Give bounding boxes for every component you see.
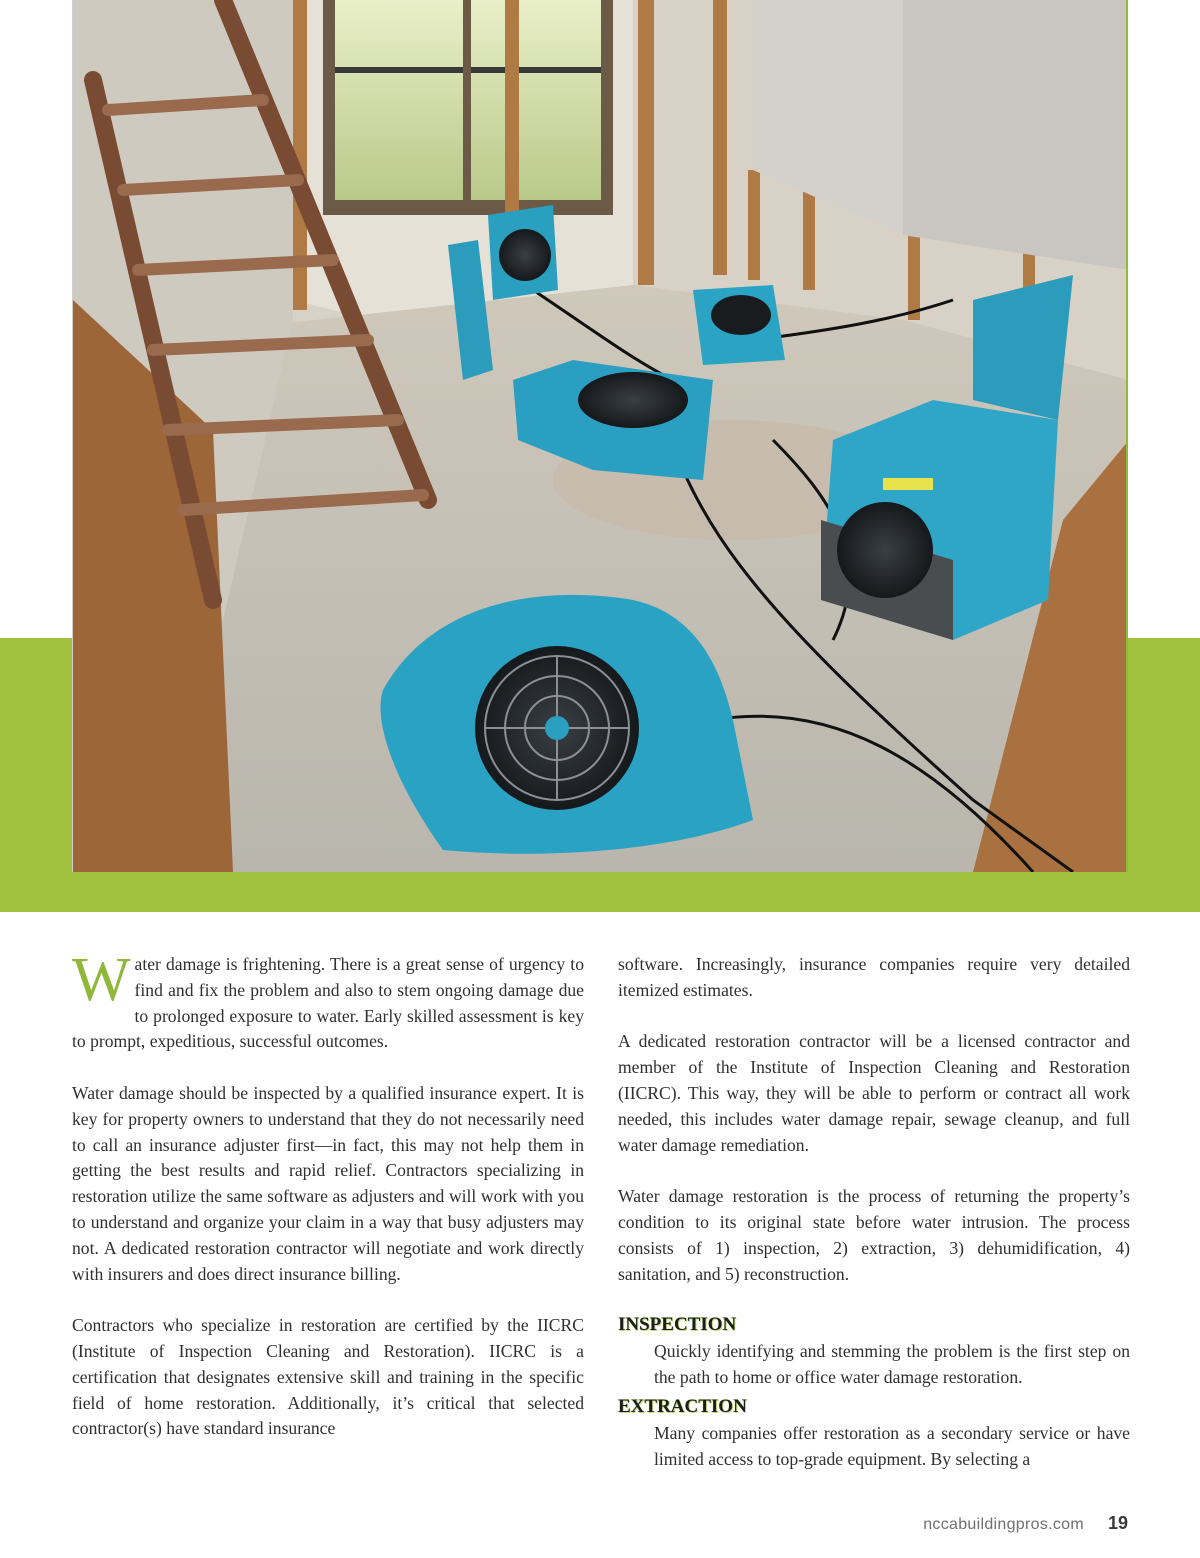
- website-link[interactable]: nccabuildingpros.com: [923, 1516, 1084, 1533]
- paragraph-process: Water damage restoration is the process of returning the property’s condition to its original state before water intrusion. The process consists of 1) inspection, 2) extraction, 3) dehumidification, 4) sanitation, and 5) reconstruction.: [618, 1186, 1130, 1284]
- page-number: 19: [1107, 1513, 1128, 1533]
- article-photo: [72, 0, 1128, 872]
- heading-inspection: INSPECTION: [618, 1314, 737, 1336]
- drop-cap: W: [72, 946, 131, 1014]
- heading-extraction: EXTRACTION: [618, 1395, 747, 1417]
- restoration-equipment-photo: [73, 0, 1128, 872]
- inspection-text: Quickly identifying and stemming the problem is the first step on the path to home or office water damage restoration.: [654, 1341, 1130, 1387]
- intro-paragraph: [72, 946, 584, 1055]
- extraction-text: Many companies offer restoration as a secondary service or have limited access to top-grade equipment. By selecting a: [654, 1422, 1130, 1469]
- right-text-column: [618, 952, 1130, 1472]
- air-mover-far: [488, 205, 558, 300]
- page-footer: [923, 1513, 1128, 1537]
- paragraph-software: software. Increasingly, insurance companies require very detailed itemized estimates.: [618, 954, 1130, 1000]
- paragraph-licensed-contractor: A dedicated restoration contractor will be a licensed contractor and member of the Institute of Inspection Cleaning and Restoration (IICRC). This way, they will be able to perform or contract all work needed, this includes water damage repair, sewage cleanup, and full water damage remediation.: [618, 1031, 1130, 1155]
- paragraph-iicrc-certification: Contractors who specialize in restoration are certified by the IICRC (Institute of Inspection Cleaning and Restoration). IICRC is a certification that designates extensive skill and training in the specific field of home restoration. Additionally, it’s critical that selected contractor(s) have standard insurance: [72, 1315, 584, 1439]
- left-text-column: [72, 946, 584, 1468]
- paragraph-inspection-expert: Water damage should be inspected by a qualified insurance expert. It is key for property owners to understand that they do not necessarily need to call an insurance adjuster first—in fact, this may not help them in getting the best results and rapid relief. Contractors specializing in restoration utilize the same software as adjusters and will work with you to understand and organize your claim in a way that busy adjusters may not. A dedicated restoration contractor will negotiate and work directly with insurers and does direct insurance billing.: [72, 1082, 584, 1284]
- intro-text: ater damage is frightening. There is a great sense of urgency to find and fix the problem and also to stem ongoing damage due to prolonged exposure to water. Early skilled assessment is key to prompt, expeditious, successful outcomes.: [72, 954, 584, 1052]
